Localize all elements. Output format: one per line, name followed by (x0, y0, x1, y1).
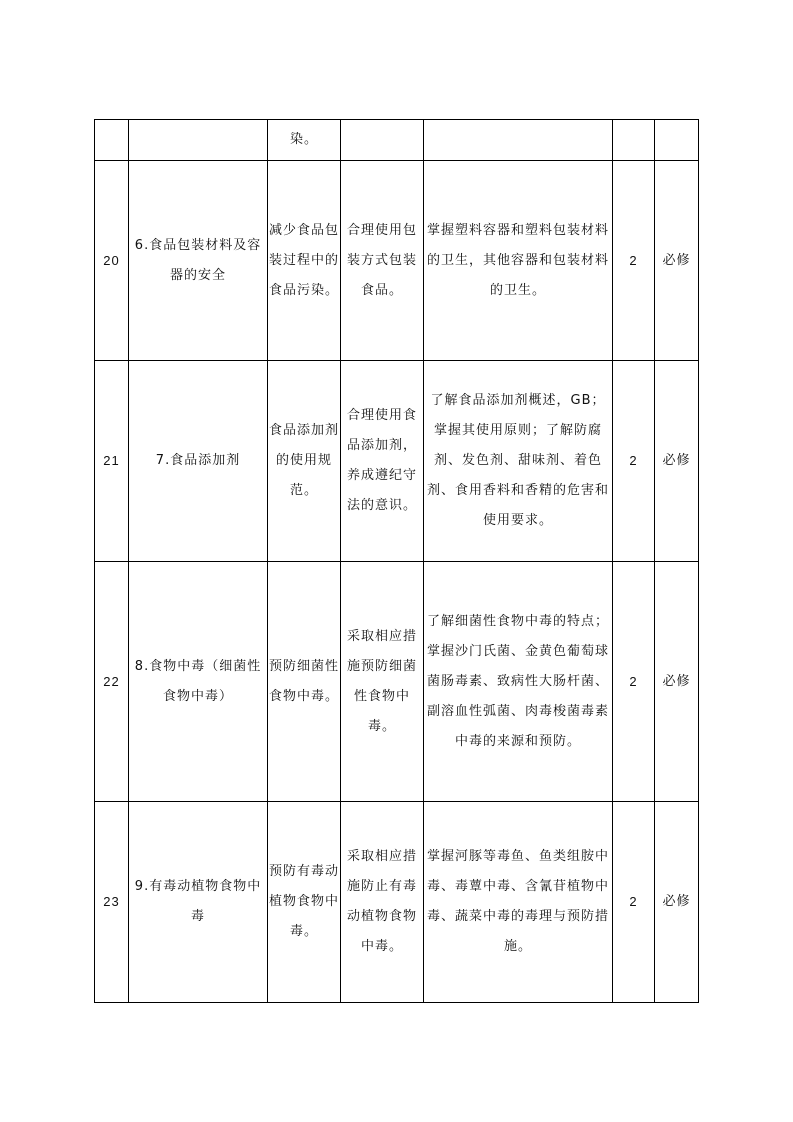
action-text: 合理使用食品添加剂，养成遵纪守法的意识。 (346, 408, 417, 513)
action-cell (341, 562, 424, 802)
action-cell (341, 120, 424, 161)
action-cell (341, 161, 424, 361)
table-row (95, 562, 699, 802)
row-number-cell: 22 (95, 562, 129, 802)
row-number-cell: 20 (95, 161, 129, 361)
row-number-cell (95, 120, 129, 161)
goal-cell (268, 161, 341, 361)
goal-text: 减少食品包装过程中的食品污染。 (268, 222, 339, 298)
action-cell (341, 361, 424, 562)
action-text: 采取相应措施预防细菌性食物中毒。 (346, 628, 417, 734)
action-text: 采取相应措施防止有毒动植物食物中毒。 (346, 849, 417, 954)
course-table (94, 119, 699, 1003)
action-text: 合理使用包装方式包装食品。 (346, 222, 417, 298)
topic-cell (129, 120, 268, 161)
type-text: 必修 (662, 894, 691, 909)
content-cell (424, 802, 613, 1003)
content-cell (424, 161, 613, 361)
content-cell (424, 120, 613, 161)
goal-text: 食品添加剂的使用规范。 (268, 423, 339, 498)
table-row (95, 161, 699, 361)
content-cell (424, 361, 613, 562)
type-cell (655, 361, 699, 562)
content-text: 掌握河豚等毒鱼、鱼类组胺中毒、毒蕈中毒、含氰苷植物中毒、蔬菜中毒的毒理与预防措施。 (426, 849, 609, 954)
content-text: 了解食品添加剂概述，GB；掌握其使用原则；了解防腐剂、发色剂、甜味剂、着色剂、食用香料和香精的危害和使用要求。 (426, 393, 609, 528)
topic-text: 9.有毒动植物食物中毒 (134, 879, 262, 924)
goal-cell (268, 802, 341, 1003)
table-row-continuation (95, 120, 699, 161)
table-row (95, 361, 699, 562)
goal-cell (268, 361, 341, 562)
row-number-cell: 23 (95, 802, 129, 1003)
hours-cell (613, 120, 655, 161)
type-cell (655, 802, 699, 1003)
goal-cell (268, 562, 341, 802)
goal-cell (268, 120, 341, 161)
topic-text: 6.食品包装材料及容器的安全 (134, 237, 262, 283)
goal-text: 预防细菌性食物中毒。 (268, 658, 339, 704)
topic-text: 7.食品添加剂 (155, 453, 241, 468)
topic-cell (129, 562, 268, 802)
hours-cell: 2 (613, 562, 655, 802)
action-cell (341, 802, 424, 1003)
hours-cell: 2 (613, 802, 655, 1003)
hours-cell: 2 (613, 161, 655, 361)
topic-text: 8.食物中毒（细菌性食物中毒） (134, 658, 262, 704)
content-cell (424, 562, 613, 802)
topic-cell (129, 361, 268, 562)
content-text: 掌握塑料容器和塑料包装材料的卫生，其他容器和包装材料的卫生。 (426, 222, 609, 298)
topic-cell (129, 161, 268, 361)
type-text: 必修 (662, 453, 691, 468)
goal-text: 预防有毒动植物食物中毒。 (268, 864, 339, 939)
goal-text: 染。 (289, 132, 318, 147)
topic-cell (129, 802, 268, 1003)
type-cell (655, 562, 699, 802)
type-text: 必修 (662, 252, 691, 268)
type-text: 必修 (662, 673, 691, 689)
content-text: 了解细菌性食物中毒的特点；掌握沙门氏菌、金黄色葡萄球菌肠毒素、致病性大肠杆菌、副溶血性弧菌、肉毒梭菌毒素中毒的来源和预防。 (426, 613, 609, 749)
hours-cell: 2 (613, 361, 655, 562)
type-cell (655, 120, 699, 161)
row-number-cell: 21 (95, 361, 129, 562)
table-row (95, 802, 699, 1003)
type-cell (655, 161, 699, 361)
